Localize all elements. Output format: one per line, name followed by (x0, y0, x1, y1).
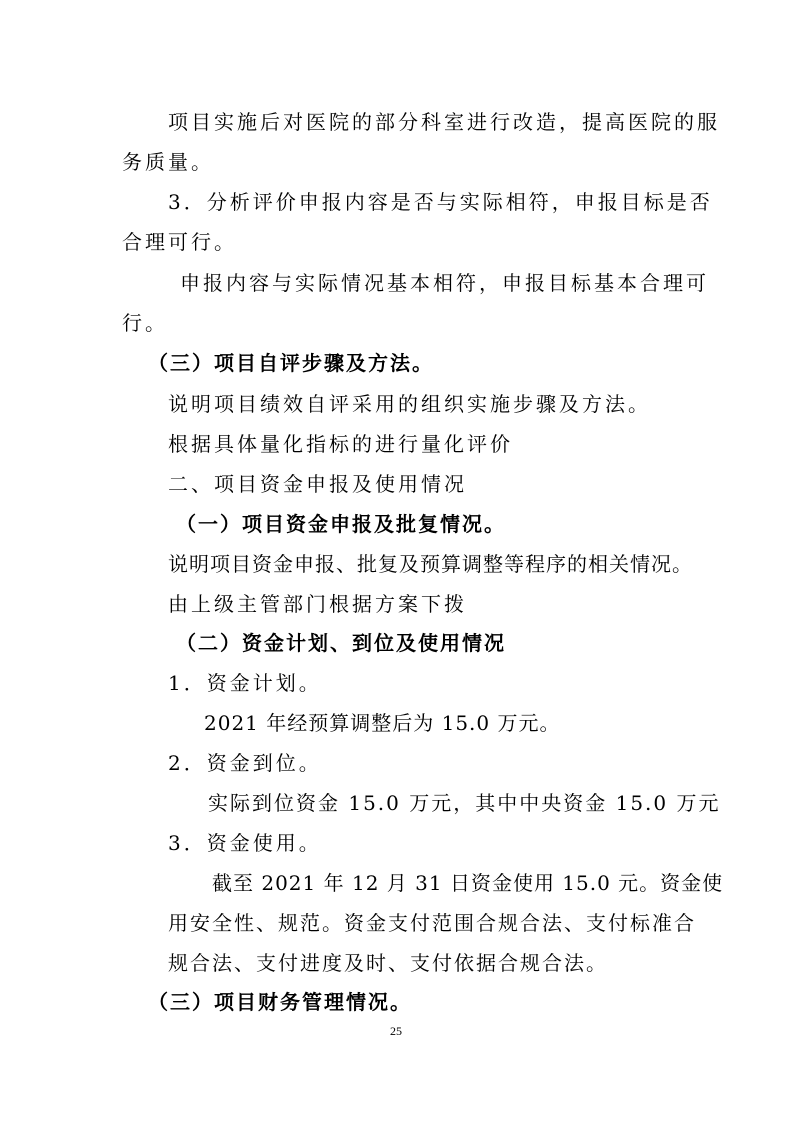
paragraph-line: 截至 2021 年 12 月 31 日资金使用 15.0 元。资金使 (212, 871, 724, 895)
paragraph-line: 根据具体量化指标的进行量化评价 (168, 432, 513, 456)
section-heading: （一）项目资金申报及批复情况。 (176, 512, 506, 536)
paragraph-line: 行。 (122, 311, 168, 335)
paragraph-line: 申报内容与实际情况基本相符，申报目标基本合理可 (180, 271, 709, 295)
paragraph-line: 2．资金到位。 (168, 751, 322, 775)
paragraph-line: 项目实施后对医院的部分科室进行改造，提高医院的服 (168, 110, 720, 134)
paragraph-line: 1．资金计划。 (168, 671, 322, 695)
paragraph-line: 由上级主管部门根据方案下拨 (168, 592, 467, 616)
chapter-heading: 二、项目资金申报及使用情况 (168, 472, 467, 496)
paragraph-line: 规合法、支付进度及时、支付依据合规合法。 (168, 951, 608, 975)
paragraph-line: 实际到位资金 15.0 万元，其中中央资金 15.0 万元 (208, 791, 721, 815)
paragraph-line: 2021 年经预算调整后为 15.0 万元。 (204, 711, 561, 735)
paragraph-line: 说明项目绩效自评采用的组织实施步骤及方法。 (168, 392, 651, 416)
paragraph-line: 务质量。 (122, 150, 214, 174)
page-number: 25 (390, 1024, 402, 1038)
section-heading: （三）项目财务管理情况。 (148, 990, 412, 1014)
paragraph-line: 3．分析评价申报内容是否与实际相符，申报目标是否 (168, 190, 713, 214)
paragraph-line: 说明项目资金申报、批复及预算调整等程序的相关情况。 (168, 552, 693, 576)
paragraph-line: 3．资金使用。 (168, 831, 322, 855)
paragraph-line: 合理可行。 (122, 230, 237, 254)
paragraph-line: 用安全性、规范。资金支付范围合规合法、支付标准合 (168, 911, 696, 935)
section-heading: （二）资金计划、到位及使用情况 (176, 631, 506, 655)
section-heading: （三）项目自评步骤及方法。 (148, 351, 434, 375)
